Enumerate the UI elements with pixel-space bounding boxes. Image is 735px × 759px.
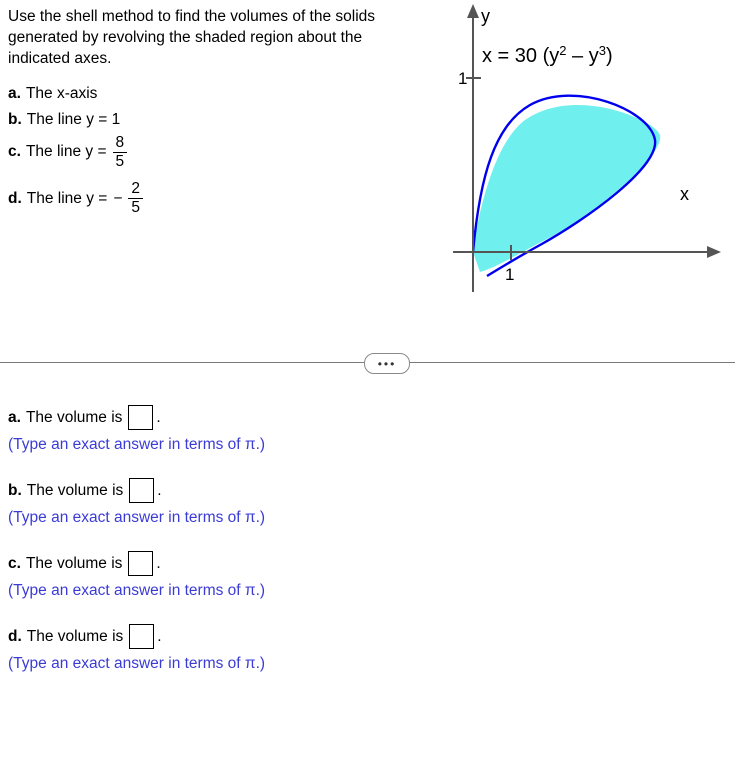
choice-b-text: The line y = 1 [26, 111, 121, 128]
y-tick-label: 1 [458, 69, 468, 88]
choice-d-sign: − [113, 189, 123, 207]
more-options-button[interactable]: ••• [364, 353, 410, 374]
answer-a-input[interactable] [128, 405, 153, 430]
choice-d-fraction [128, 181, 143, 215]
choice-c-numerator: 8 [115, 134, 125, 151]
problem-statement [8, 6, 378, 218]
answer-block-b [8, 478, 508, 529]
y-axis-arrow [467, 4, 479, 18]
answer-b-input[interactable] [129, 478, 154, 503]
answer-b-period: . [157, 481, 162, 499]
answer-d-hint: (Type an exact answer in terms of π.) [8, 655, 266, 672]
choice-d-numerator: 2 [131, 180, 141, 198]
answer-b-tag: b. [8, 481, 22, 499]
answer-line-d [8, 624, 508, 649]
choice-c [8, 135, 378, 169]
answer-block-c [8, 551, 508, 602]
choice-a-tag: a. [8, 85, 21, 102]
problem-choices [8, 83, 378, 216]
y-axis-label: y [481, 6, 490, 26]
answer-c-tag: c. [8, 554, 21, 572]
x-axis-label: x [680, 184, 689, 204]
choice-c-tag: c. [8, 143, 21, 161]
choice-d-tag: d. [8, 189, 22, 207]
choice-b [8, 109, 378, 131]
answer-b-label: The volume is [26, 481, 124, 499]
answer-a-period: . [156, 408, 161, 426]
answer-c-input[interactable] [128, 551, 153, 576]
answer-c-hint: (Type an exact answer in terms of π.) [8, 582, 266, 599]
answer-line-a [8, 405, 508, 430]
answer-line-b [8, 478, 508, 503]
answer-a-tag: a. [8, 408, 21, 426]
choice-d [8, 181, 378, 215]
shaded-region [473, 105, 660, 272]
answer-line-c [8, 551, 508, 576]
choice-d-text: The line y = [26, 189, 108, 207]
x-tick-label: 1 [505, 265, 515, 284]
choice-c-fraction [113, 135, 128, 169]
graph-figure [425, 0, 725, 300]
answer-d-label: The volume is [26, 627, 124, 645]
choice-a-text: The x-axis [25, 85, 98, 102]
equation-label: x = 30 $(y^2 - y^3)$ [482, 42, 613, 67]
answer-block-d [8, 624, 508, 675]
problem-prompt: Use the shell method to find the volumes of the solids generated by revolving the shaded region about the indicated axes. [8, 8, 376, 67]
answer-d-input[interactable] [129, 624, 154, 649]
answer-b-hint: (Type an exact answer in terms of π.) [8, 509, 266, 526]
answer-section [8, 405, 508, 697]
x-axis-arrow [707, 246, 721, 258]
answer-block-a [8, 405, 508, 456]
choice-b-tag: b. [8, 111, 22, 128]
choice-c-text: The line y = [25, 143, 107, 161]
answer-d-period: . [157, 627, 162, 645]
answer-a-label: The volume is [25, 408, 123, 426]
answer-a-hint: (Type an exact answer in terms of π.) [8, 436, 266, 453]
answer-d-tag: d. [8, 627, 22, 645]
choice-d-denominator: 5 [131, 199, 141, 217]
choice-c-denominator: 5 [115, 152, 125, 170]
answer-c-label: The volume is [25, 554, 123, 572]
answer-c-period: . [156, 554, 161, 572]
choice-a [8, 83, 378, 105]
